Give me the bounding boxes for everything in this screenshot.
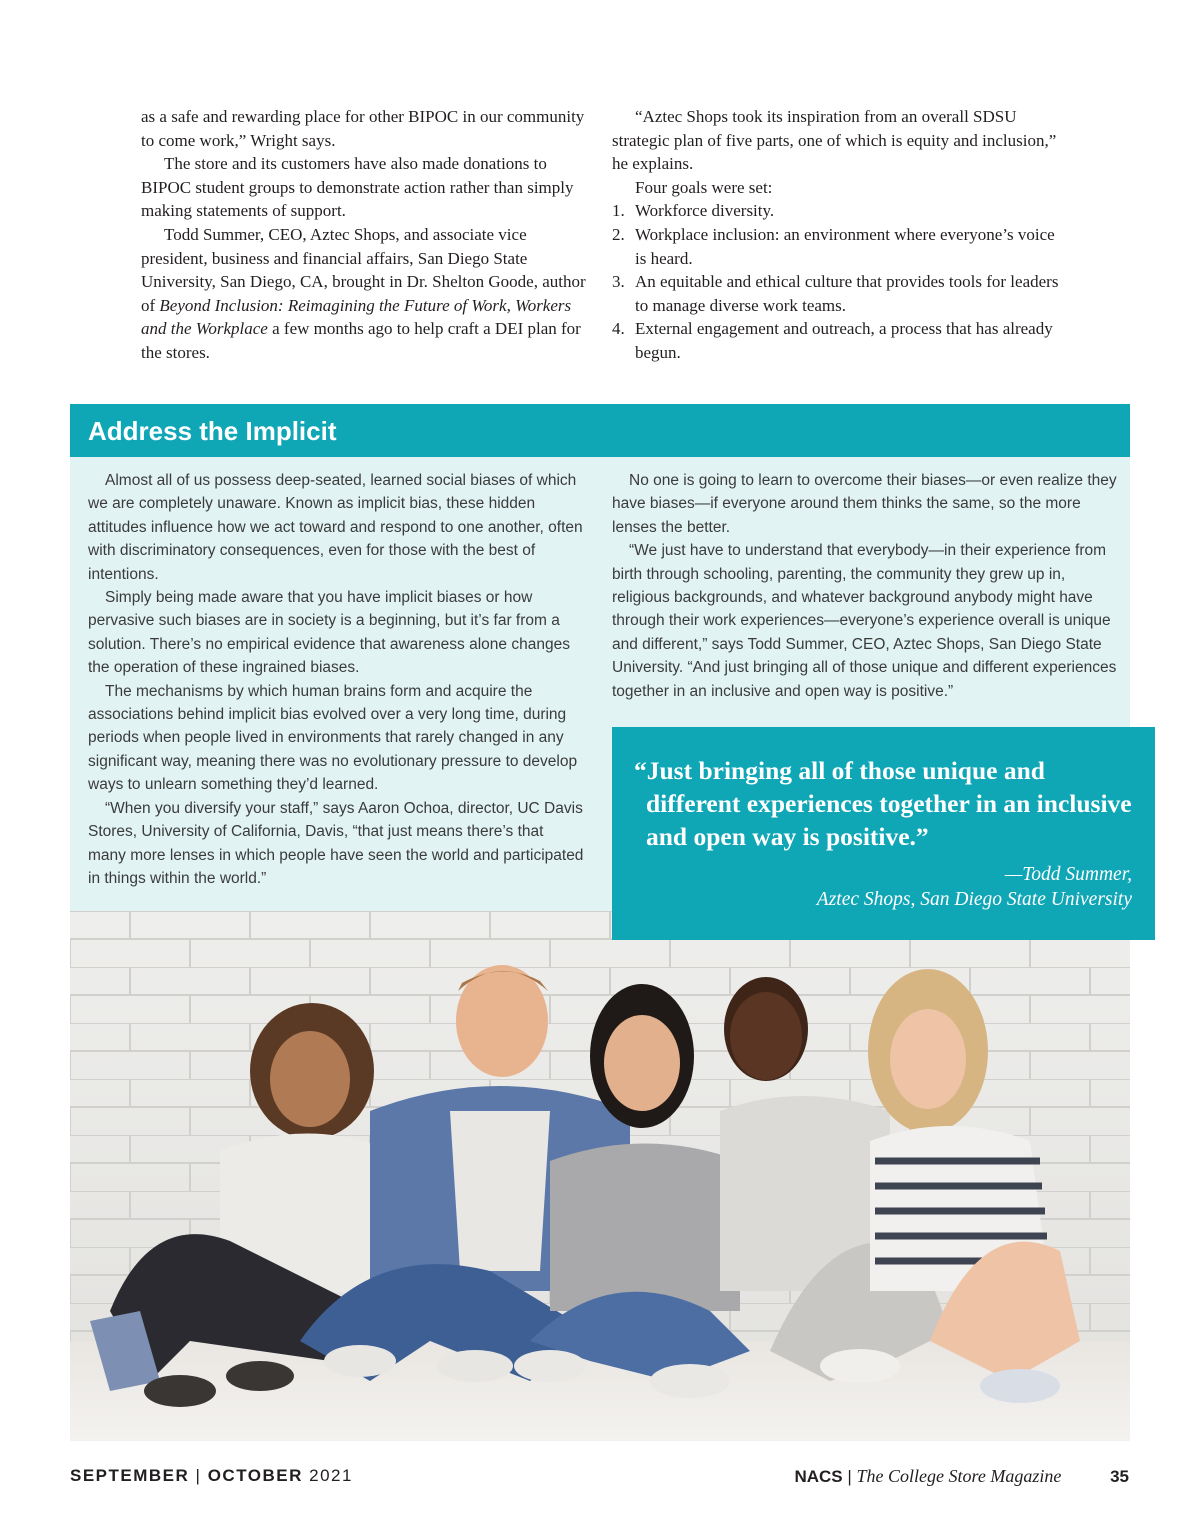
- pull-quote-text: “Just bringing all of those unique and different experiences together in an inclusive and open way is positive.”: [634, 756, 1132, 851]
- book-title: Beyond Inclusion: Reimagining the Future of Work, Workers and the Workplace: [141, 295, 572, 339]
- attribution-affiliation: Aztec Shops, San Diego State University: [816, 889, 1132, 910]
- article-paragraph: “Aztec Shops took its inspiration from an overall SDSU strategic plan of five parts, one of which is equity and inclusion,” he explains.: [612, 107, 1057, 174]
- article-paragraph: as a safe and rewarding place for other BIPOC in our community to come work,” Wright says.: [141, 107, 585, 150]
- goals-list: [612, 199, 1060, 364]
- sidebar-column-left: [88, 469, 584, 890]
- list-number: 4.: [612, 319, 625, 339]
- article-text: a few months ago to help craft a DEI plan for the stores.: [141, 319, 581, 362]
- attribution-name: —Todd Summer,: [1004, 864, 1132, 885]
- issue-month-b: OCTOBER: [207, 1466, 303, 1485]
- list-number: 2.: [612, 224, 625, 244]
- sidebar-paragraph: Almost all of us possess deep-seated, learned social biases of which we are completely unaware. Known as implicit bias, these hidden attitudes influence how we act toward and respond to one another, often with discriminatory consequences, even for those with the best of intentions.: [88, 472, 583, 583]
- list-item: [612, 223, 1060, 270]
- article-column-left: [141, 105, 593, 365]
- pull-quote: [612, 727, 1155, 940]
- pull-quote-attribution: [817, 862, 1132, 912]
- list-text: An equitable and ethical culture that provides tools for leaders to manage diverse work teams.: [635, 272, 1059, 315]
- issue-date: [70, 1466, 353, 1486]
- list-number: 1.: [612, 201, 625, 221]
- separator: |: [195, 1466, 202, 1485]
- sidebar-paragraph: “We just have to understand that everybody—in their experience from birth through schooling, parenting, the community they grew up in, religious backgrounds, and whatever background anybody might have through their work experiences—everyone’s experience overall is unique and different,” says Todd Summer, CEO, Aztec Shops, San Diego State University. “And just bringing all of those unique and different experiences together in an inclusive and open way is positive.”: [612, 542, 1117, 700]
- article-column-right: [612, 105, 1060, 365]
- sidebar-paragraph: “When you diversify your staff,” says Aaron Ochoa, director, UC Davis Stores, University of California, Davis, “that just means there’s that many more lenses in which people have seen the world and participated in things within the world.”: [88, 799, 584, 887]
- issue-month-a: SEPTEMBER: [70, 1466, 190, 1485]
- article-text: Todd Summer, CEO, Aztec Shops, and associate vice president, business and financial affairs, San Diego State University, San Diego, CA, brought in Dr. Shelton Goode, author of: [141, 224, 586, 315]
- list-item: [612, 199, 1060, 223]
- magazine-name: The College Store Magazine: [856, 1466, 1062, 1486]
- article-paragraph: Four goals were set:: [635, 177, 773, 197]
- separator: |: [847, 1467, 852, 1486]
- sidebar-paragraph: Simply being made aware that you have implicit biases or how pervasive such biases are in society is a beginning, but it’s far from a solution. There’s no empirical evidence that awareness alone changes the operation of these ingrained biases.: [88, 589, 570, 677]
- sidebar-title: Address the Implicit: [88, 416, 337, 446]
- list-text: External engagement and outreach, a process that has already begun.: [635, 319, 1053, 362]
- sidebar-paragraph: The mechanisms by which human brains form and acquire the associations behind implicit bias evolved over a very long time, during periods when people lived in environments that rarely changed in any significant way, meaning there was no evolutionary pressure to develop ways to unlearn something they’d learned.: [88, 682, 578, 794]
- list-text: Workplace inclusion: an environment where everyone’s voice is heard.: [635, 224, 1055, 268]
- list-number: 3.: [612, 272, 625, 292]
- article-paragraph: [141, 223, 593, 365]
- sidebar-paragraph: No one is going to learn to overcome their biases—or even realize they have biases—if everyone around them thinks the same, so the more lenses the better.: [612, 472, 1117, 536]
- list-item: [612, 317, 1060, 364]
- article-paragraph: The store and its customers have also made donations to BIPOC student groups to demonstrate action rather than simply making statements of support.: [141, 154, 574, 221]
- sidebar-header: [70, 404, 1130, 457]
- publisher-name: NACS: [794, 1467, 843, 1486]
- list-text: Workforce diversity.: [635, 201, 775, 221]
- sidebar-column-right: [612, 469, 1117, 703]
- group-photo: [70, 911, 1130, 1441]
- issue-year: 2021: [309, 1466, 353, 1485]
- list-item: [612, 270, 1060, 317]
- publication-credit: [794, 1466, 1129, 1487]
- page-number: 35: [1110, 1467, 1129, 1486]
